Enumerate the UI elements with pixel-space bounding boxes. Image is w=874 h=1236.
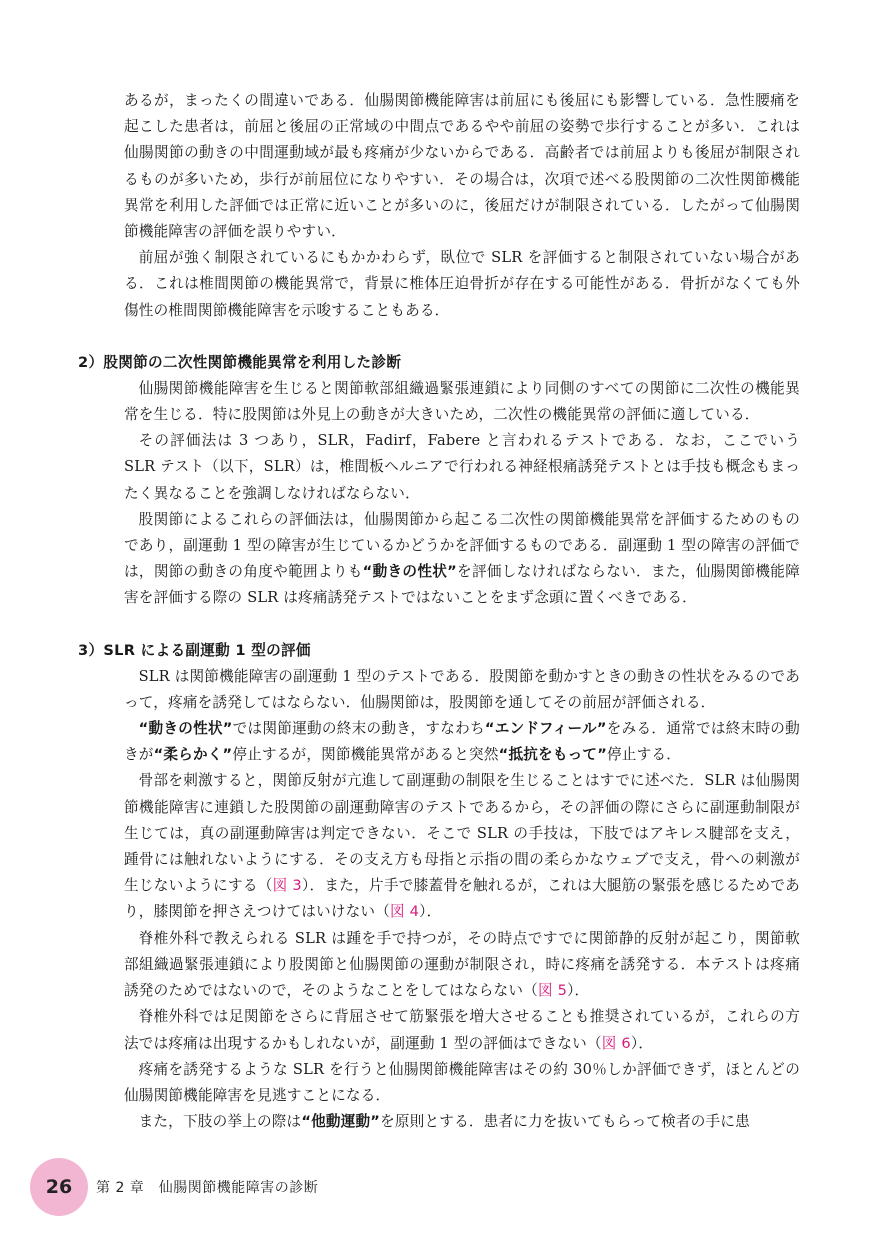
figure-ref-6[interactable]: 図 6 [601,1034,631,1052]
text: ）． [419,903,442,921]
text: 脊椎外科で教えられる SLR は踵を手で持つが，その時点ですでに関節静的反射が起こり，関節軟部組織過緊張連鎖により股関節と仙腸関節の運動が制限され，時に疼痛を誘発する．本テストは疼痛誘発のためではないので，そのようなことをしてはならない（ [124,929,800,1000]
emphasis-text: “エンドフィール” [484,720,607,738]
paragraph: あるが，まったくの間違いである．仙腸関節機能障害は前屈にも後屈にも影響している．急性腰痛を起こした患者は，前屈と後屈の正常域の中間点であるやや前屈の姿勢で歩行することが多い．これは仙腸関節の動きの中間運動域が最も疼痛が少ないからである．高齢者では前屈よりも後屈が制限されるものが多いため，歩行が前屈位になりやすい．その場合は，次項で述べる股関節の二次性関節機能異常を利用した評価では正常に近いことが多いのに，後屈だけが制限されている．したがって仙腸関節機能障害の評価を誤りやすい． [124,92,800,241]
emphasis-text: “柔らかく” [153,746,233,764]
text: では関節運動の終末の動き，すなわち [232,720,485,738]
text: 脊椎外科では足関節をさらに背屈させて筋緊張を増大させることも推奨されているが，これらの方法では疼痛は出現するかもしれないが，副運動 1 型の評価はできない（ [124,1008,800,1052]
text: 骨部を刺激すると，関節反射が亢進して副運動の制限を生じることはすでに述べた．SLR は仙腸関節機能障害に連鎖した股関節の副運動障害のテストであるから，その評価の際にさらに副運動制限が生じては，真の副運動障害は判定できない．そこで SLR の手技は，下肢ではアキレス腱部を支え，踵骨には触れないようにする．その支え方も母指と示指の間の柔らかなウェブで支え，骨への刺激が生じないようにする（ [124,772,800,895]
paragraph [124,507,800,612]
text: を評価しなければならない．また，仙腸関節機能障害を評価する際の SLR は疼痛誘発テストではないことをまず念頭に置くべきである． [124,563,800,607]
paragraph: その評価法は 3 つあり，SLR，Fadirf，Fabere と言われるテストである．なお，ここでいう SLR テスト（以下，SLR）は，椎間板ヘルニアで行われる神経根痛誘発テストとは手技も概念もまったく異なることを強調しなければならない． [124,432,800,502]
section-2-body [124,376,800,612]
paragraph [124,716,800,768]
page-footer [30,1158,318,1216]
emphasis-text: “抵抗をもって” [498,746,608,764]
text: ）．また，片手で膝蓋骨を触れるが，これは大腿筋の緊張を感じるためであり，膝関節を押さえつけてはいけない（ [124,877,800,921]
paragraph: 前屈が強く制限されているにもかかわらず，臥位で SLR を評価すると制限されていない場合がある．これは椎間関節の機能異常で，背景に椎体圧迫骨折が存在する可能性がある．骨折がなくても外傷性の椎間関節機能障害を示唆することもある． [124,249,800,319]
intro-section [124,88,800,324]
section-2-heading: 2）股関節の二次性関節機能異常を利用した診断 [78,353,402,371]
emphasis-text: “動きの性状” [138,720,233,738]
paragraph [124,768,800,925]
figure-ref-5[interactable]: 図 5 [537,982,568,1000]
text: ）． [567,982,590,1000]
paragraph: 疼痛を誘発するような SLR を行うと仙腸関節機能障害はその約 30％しか評価できず，ほとんどの仙腸関節機能障害を見逃すことになる． [124,1060,800,1104]
figure-ref-4[interactable]: 図 4 [390,903,420,921]
figure-ref-3[interactable]: 図 3 [272,877,302,895]
text: を原則とする．患者に力を抜いてもらって検者の手に患 [380,1113,750,1131]
section-3-body [124,664,800,1136]
paragraph [124,1109,800,1135]
emphasis-text: “動きの性状” [362,563,457,581]
text: 停止する． [607,746,681,764]
text: 停止するが，関節機能異常があると突然 [232,746,499,764]
section-3-heading: 3）SLR による副運動 1 型の評価 [78,641,311,659]
text: 股関節によるこれらの評価法は，仙腸関節から起こる二次性の関節機能異常を評価するためのものであり，副運動 1 型の障害が生じているかどうかを評価するものである．副運動 1 型の障害の評価では，関節の動きの角度や範囲よりも [124,510,800,581]
paragraph [124,1004,800,1056]
text: ）． [630,1034,654,1052]
page-content [78,88,800,1135]
emphasis-text: “他動運動” [301,1113,381,1131]
chapter-label: 第 2 章 仙腸関節機能障害の診断 [96,1180,319,1196]
paragraph [124,926,800,1005]
text: をみる．通常では終末時の動きが [124,720,800,764]
paragraph: SLR は関節機能障害の副運動 1 型のテストである．股関節を動かすときの動きの性状をみるのであって，疼痛を誘発してはならない．仙腸関節は，股関節を通してその前屈が評価される． [124,667,800,711]
paragraph: 仙腸関節機能障害を生じると関節軟部組織過緊張連鎖により同側のすべての関節に二次性の機能異常を生じる．特に股関節は外見上の動きが大きいため，二次性の機能異常の評価に適している． [124,379,800,424]
text: また，下肢の挙上の際は [138,1113,302,1131]
page-number-badge: 26 [30,1158,88,1216]
